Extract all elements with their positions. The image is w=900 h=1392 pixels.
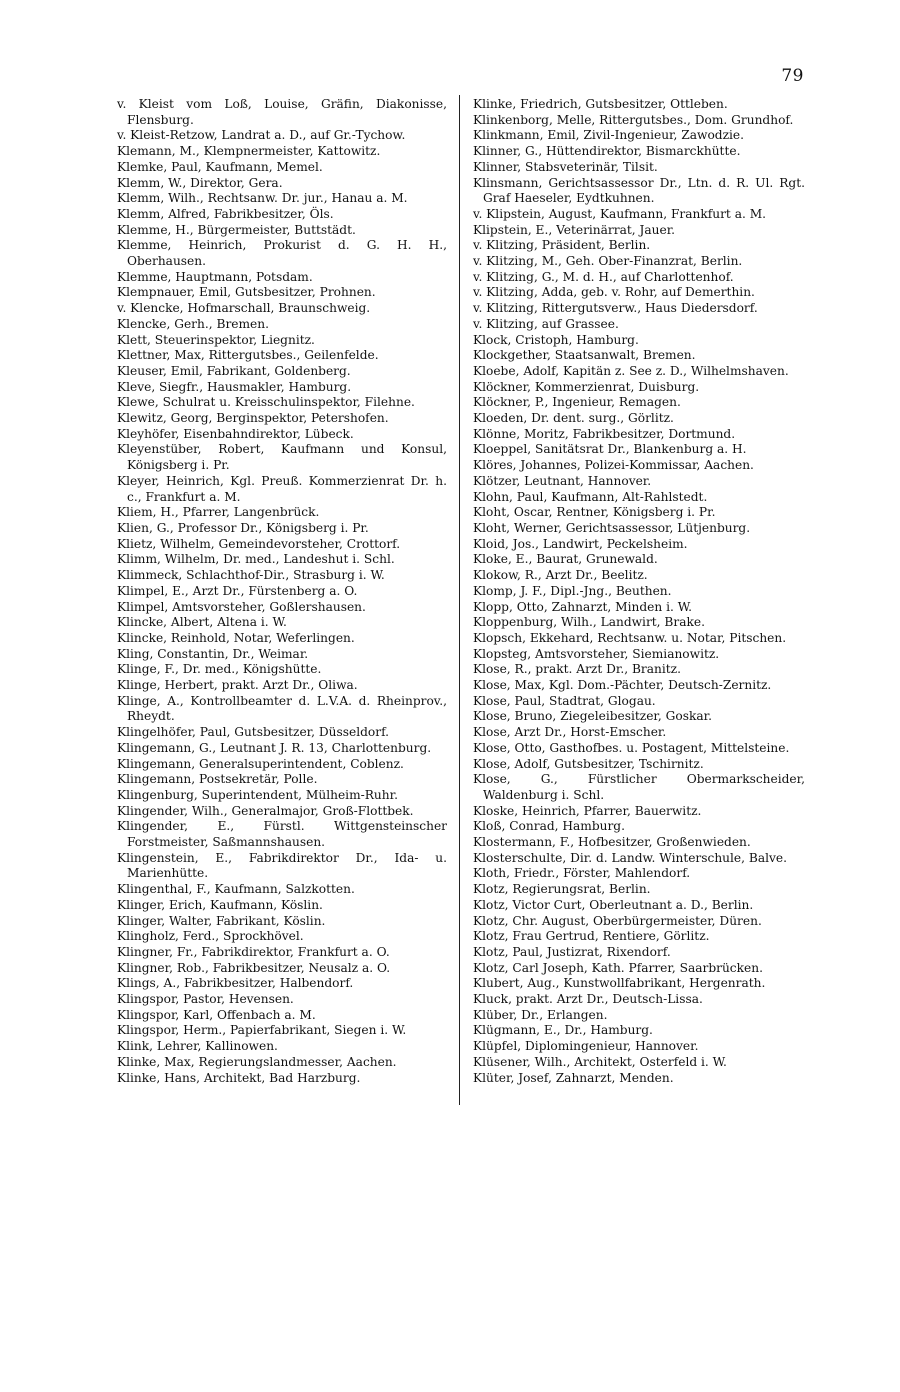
directory-entry: Klien, G., Professor Dr., Königsberg i. Pr. (117, 520, 369, 535)
directory-entry: Kleyenstüber, Robert, Kaufmann und Konsul, Königsberg i. Pr. (117, 442, 447, 473)
directory-entry: Klemm, Wilh., Rechtsanw. Dr. jur., Hanau a. M. (117, 191, 408, 206)
directory-entry: v. Klipstein, August, Kaufmann, Frankfurt a. M. (473, 206, 767, 221)
directory-entry: Klink, Lehrer, Kallinowen. (117, 1039, 278, 1054)
directory-entry: Klinkmann, Emil, Zivil-Ingenieur, Zawodzie. (473, 128, 744, 143)
directory-entry: Klose, Paul, Stadtrat, Glogau. (473, 693, 656, 708)
directory-entry: Klingemann, Generalsuperintendent, Coblenz. (117, 756, 404, 771)
directory-entry: Klemme, H., Bürgermeister, Buttstädt. (117, 222, 356, 237)
directory-entry: Klipstein, E., Veterinärrat, Jauer. (473, 222, 676, 237)
directory-entry: Klingelhöfer, Paul, Gutsbesitzer, Düsseldorf. (117, 725, 390, 740)
directory-entry: Kloht, Werner, Gerichtsassessor, Lütjenburg. (473, 520, 751, 535)
directory-entry: Klötzer, Leutnant, Hannover. (473, 473, 652, 488)
directory-entry: Klose, Arzt Dr., Horst-Emscher. (473, 725, 667, 740)
directory-entry: v. Klitzing, Rittergutsverw., Haus Diedersdorf. (473, 301, 758, 316)
directory-entry: Kloid, Jos., Landwirt, Peckelsheim. (473, 536, 688, 551)
directory-entry: Klotz, Carl Joseph, Kath. Pfarrer, Saarbrücken. (473, 960, 763, 975)
directory-entry: v. Klitzing, M., Geh. Ober-Finanzrat, Berlin. (473, 254, 743, 269)
directory-entry: Klomp, J. F., Dipl.-Jng., Beuthen. (473, 583, 672, 598)
directory-entry: Klimm, Wilhelm, Dr. med., Landeshut i. Schl. (117, 552, 395, 567)
directory-entry: Klose, Bruno, Ziegeleibesitzer, Goskar. (473, 709, 712, 724)
directory-entry: Klingner, Rob., Fabrikbesitzer, Neusalz a. O. (117, 960, 391, 975)
directory-entry: Klüsener, Wilh., Architekt, Osterfeld i. W. (473, 1054, 727, 1069)
directory-entry: Klemann, M., Klempnermeister, Kattowitz. (117, 144, 381, 159)
directory-entry: Klimpel, Amtsvorsteher, Goßlershausen. (117, 599, 366, 614)
directory-entry: Klinke, Hans, Architekt, Bad Harzburg. (117, 1070, 361, 1085)
directory-entry: Kloke, E., Baurat, Grunewald. (473, 552, 658, 567)
directory-entry: Klingender, E., Fürstl. Wittgensteinscher Forstmeister, Saßmannshausen. (117, 819, 447, 850)
directory-entry: Klotz, Regierungsrat, Berlin. (473, 882, 651, 897)
directory-entry: v. Kleist vom Loß, Louise, Gräfin, Diakonisse, Flensburg. (117, 97, 447, 127)
left-column (117, 97, 447, 1086)
directory-entry: Kloß, Conrad, Hamburg. (473, 819, 625, 834)
directory-entry: Klingemann, Postsekretär, Polle. (117, 772, 318, 787)
directory-entry: Klempnauer, Emil, Gutsbesitzer, Prohnen. (117, 285, 376, 300)
directory-entry: Kloppenburg, Wilh., Landwirt, Brake. (473, 615, 705, 630)
directory-entry: Klingender, Wilh., Generalmajor, Groß-Flottbek. (117, 803, 414, 818)
directory-entry: Klose, Max, Kgl. Dom.-Pächter, Deutsch-Zernitz. (473, 678, 772, 693)
directory-entry: Klings, A., Fabrikbesitzer, Halbendorf. (117, 976, 354, 991)
directory-entry: Klöckner, Kommerzienrat, Duisburg. (473, 379, 700, 394)
directory-entry: Klemke, Paul, Kaufmann, Memel. (117, 159, 323, 174)
directory-entry: Klotz, Paul, Justizrat, Rixendorf. (473, 944, 671, 959)
directory-entry: Klincke, Albert, Altena i. W. (117, 615, 287, 630)
directory-entry: Kloeppel, Sanitätsrat Dr., Blankenburg a. H. (473, 442, 747, 457)
directory-entry: Klettner, Max, Rittergutsbes., Geilenfelde. (117, 348, 379, 363)
directory-entry: Klemm, W., Direktor, Gera. (117, 175, 283, 190)
directory-entry: Klinger, Erich, Kaufmann, Köslin. (117, 897, 323, 912)
directory-entry: Kling, Constantin, Dr., Weimar. (117, 646, 309, 661)
directory-entry: Klinke, Friedrich, Gutsbesitzer, Ottleben. (473, 97, 728, 111)
directory-entry: Klose, Otto, Gasthofbes. u. Postagent, Mittelsteine. (473, 740, 790, 755)
directory-entry: Kliem, H., Pfarrer, Langenbrück. (117, 505, 320, 520)
directory-entry: Klopp, Otto, Zahnarzt, Minden i. W. (473, 599, 693, 614)
directory-entry: Klopsch, Ekkehard, Rechtsanw. u. Notar, Pitschen. (473, 630, 787, 645)
directory-entry: Kluck, prakt. Arzt Dr., Deutsch-Lissa. (473, 992, 703, 1007)
directory-entry: Klewe, Schulrat u. Kreisschulinspektor, Filehne. (117, 395, 415, 410)
directory-entry: Klinner, Stabsveterinär, Tilsit. (473, 159, 658, 174)
directory-entry: Klemme, Heinrich, Prokurist d. G. H. H., Oberhausen. (117, 238, 447, 269)
directory-entry: Klingenthal, F., Kaufmann, Salzkotten. (117, 882, 355, 897)
directory-entry: Klingemann, G., Leutnant J. R. 13, Charlottenburg. (117, 740, 432, 755)
right-column (473, 97, 805, 1086)
directory-entry: Kleyer, Heinrich, Kgl. Preuß. Kommerzienrat Dr. h. c., Frankfurt a. M. (117, 473, 447, 504)
directory-entry: Klimpel, E., Arzt Dr., Fürstenberg a. O. (117, 583, 358, 598)
directory-entry: Klingspor, Pastor, Hevensen. (117, 992, 294, 1007)
directory-entry: Kleve, Siegfr., Hausmakler, Hamburg. (117, 379, 352, 394)
directory-entry: Klotz, Frau Gertrud, Rentiere, Görlitz. (473, 929, 710, 944)
directory-entry: Klostermann, F., Hofbesitzer, Großenwieden. (473, 835, 751, 850)
directory-entry: Klüpfel, Diplomingenieur, Hannover. (473, 1039, 699, 1054)
directory-entry: Klingspor, Karl, Offenbach a. M. (117, 1007, 316, 1022)
directory-entry: Klügmann, E., Dr., Hamburg. (473, 1023, 653, 1038)
page-number: 79 (781, 66, 804, 86)
column-divider (459, 95, 460, 1105)
directory-entry: Klönne, Moritz, Fabrikbesitzer, Dortmund. (473, 426, 736, 441)
directory-entry: v. Klencke, Hofmarschall, Braunschweig. (117, 301, 371, 316)
directory-entry: Klinsmann, Gerichtsassessor Dr., Ltn. d. R. Ul. Rgt. Graf Haeseler, Eydtkuhnen. (473, 175, 805, 206)
directory-entry: Klotz, Chr. August, Oberbürgermeister, Düren. (473, 913, 762, 928)
directory-entry: Klohn, Paul, Kaufmann, Alt-Rahlstedt. (473, 489, 708, 504)
directory-entry: Klose, Adolf, Gutsbesitzer, Tschirnitz. (473, 756, 704, 771)
directory-entry: Klincke, Reinhold, Notar, Weferlingen. (117, 630, 355, 645)
directory-entry: Klingner, Fr., Fabrikdirektor, Frankfurt a. O. (117, 944, 390, 959)
directory-entry: Kloeden, Dr. dent. surg., Görlitz. (473, 411, 674, 426)
directory-entry: Kloske, Heinrich, Pfarrer, Bauerwitz. (473, 803, 702, 818)
directory-entry: Klietz, Wilhelm, Gemeindevorsteher, Crottorf. (117, 536, 401, 551)
directory-entry: Klockgether, Staatsanwalt, Bremen. (473, 348, 696, 363)
directory-entry: Klinner, G., Hüttendirektor, Bismarckhütte. (473, 144, 741, 159)
directory-entry: Klinge, F., Dr. med., Königshütte. (117, 662, 322, 677)
directory-entry: Klose, G., Fürstlicher Obermarkscheider, Waldenburg i. Schl. (473, 772, 805, 802)
directory-entry: Klöckner, P., Ingenieur, Remagen. (473, 395, 681, 410)
directory-entry: Klingenstein, E., Fabrikdirektor Dr., Ida- u. Marienhütte. (117, 850, 447, 881)
directory-entry: Klock, Cristoph, Hamburg. (473, 332, 639, 347)
directory-entry: Klinkenborg, Melle, Rittergutsbes., Dom. Grundhof. (473, 112, 794, 127)
directory-entry: Klinger, Walter, Fabrikant, Köslin. (117, 913, 326, 928)
directory-entry: Klüter, Josef, Zahnarzt, Menden. (473, 1070, 674, 1085)
directory-entry: v. Klitzing, G., M. d. H., auf Charlottenhof. (473, 269, 734, 284)
directory-entry: v. Klitzing, Präsident, Berlin. (473, 238, 651, 253)
directory-entry: Klokow, R., Arzt Dr., Beelitz. (473, 568, 648, 583)
directory-entry: v. Klitzing, Adda, geb. v. Rohr, auf Demerthin. (473, 285, 755, 300)
directory-entry: v. Kleist-Retzow, Landrat a. D., auf Gr.-Tychow. (117, 128, 406, 143)
directory-entry: Klotz, Victor Curt, Oberleutnant a. D., Berlin. (473, 897, 754, 912)
directory-entry: Klubert, Aug., Kunstwollfabrikant, Hergenrath. (473, 976, 766, 991)
directory-entry: Klencke, Gerh., Bremen. (117, 316, 269, 331)
directory-entry: Klinge, A., Kontrollbeamter d. L.V.A. d. Rheinprov., Rheydt. (117, 693, 447, 724)
directory-entry: Kloht, Oscar, Rentner, Königsberg i. Pr. (473, 505, 716, 520)
directory-entry: Klingenburg, Superintendent, Mülheim-Ruhr. (117, 787, 398, 802)
directory-entry: Klett, Steuerinspektor, Liegnitz. (117, 332, 315, 347)
directory-entry: Klosterschulte, Dir. d. Landw. Winterschule, Balve. (473, 850, 787, 865)
directory-entry: Klemm, Alfred, Fabrikbesitzer, Öls. (117, 206, 334, 221)
directory-entry: v. Klitzing, auf Grassee. (473, 316, 619, 331)
directory-entry: Klingholz, Ferd., Sprockhövel. (117, 929, 304, 944)
directory-entry: Klinke, Max, Regierungslandmesser, Aachen. (117, 1054, 397, 1069)
directory-entry: Klingspor, Herm., Papierfabrikant, Siegen i. W. (117, 1023, 407, 1038)
directory-entry: Kleuser, Emil, Fabrikant, Goldenberg. (117, 363, 351, 378)
directory-entry: Klimmeck, Schlachthof-Dir., Strasburg i. W. (117, 568, 385, 583)
directory-entry: Klopsteg, Amtsvorsteher, Siemianowitz. (473, 646, 720, 661)
directory-entry: Kloth, Friedr., Förster, Mahlendorf. (473, 866, 691, 881)
directory-entry: Kleyhöfer, Eisenbahndirektor, Lübeck. (117, 426, 354, 441)
directory-entry: Klüber, Dr., Erlangen. (473, 1007, 608, 1022)
directory-entry: Klemme, Hauptmann, Potsdam. (117, 269, 313, 284)
directory-entry: Klose, R., prakt. Arzt Dr., Branitz. (473, 662, 681, 677)
directory-entry: Kloebe, Adolf, Kapitän z. See z. D., Wilhelmshaven. (473, 363, 789, 378)
directory-entry: Klöres, Johannes, Polizei-Kommissar, Aachen. (473, 458, 754, 473)
directory-entry: Klinge, Herbert, prakt. Arzt Dr., Oliwa. (117, 678, 358, 693)
directory-entry: Klewitz, Georg, Berginspektor, Petershofen. (117, 411, 389, 426)
